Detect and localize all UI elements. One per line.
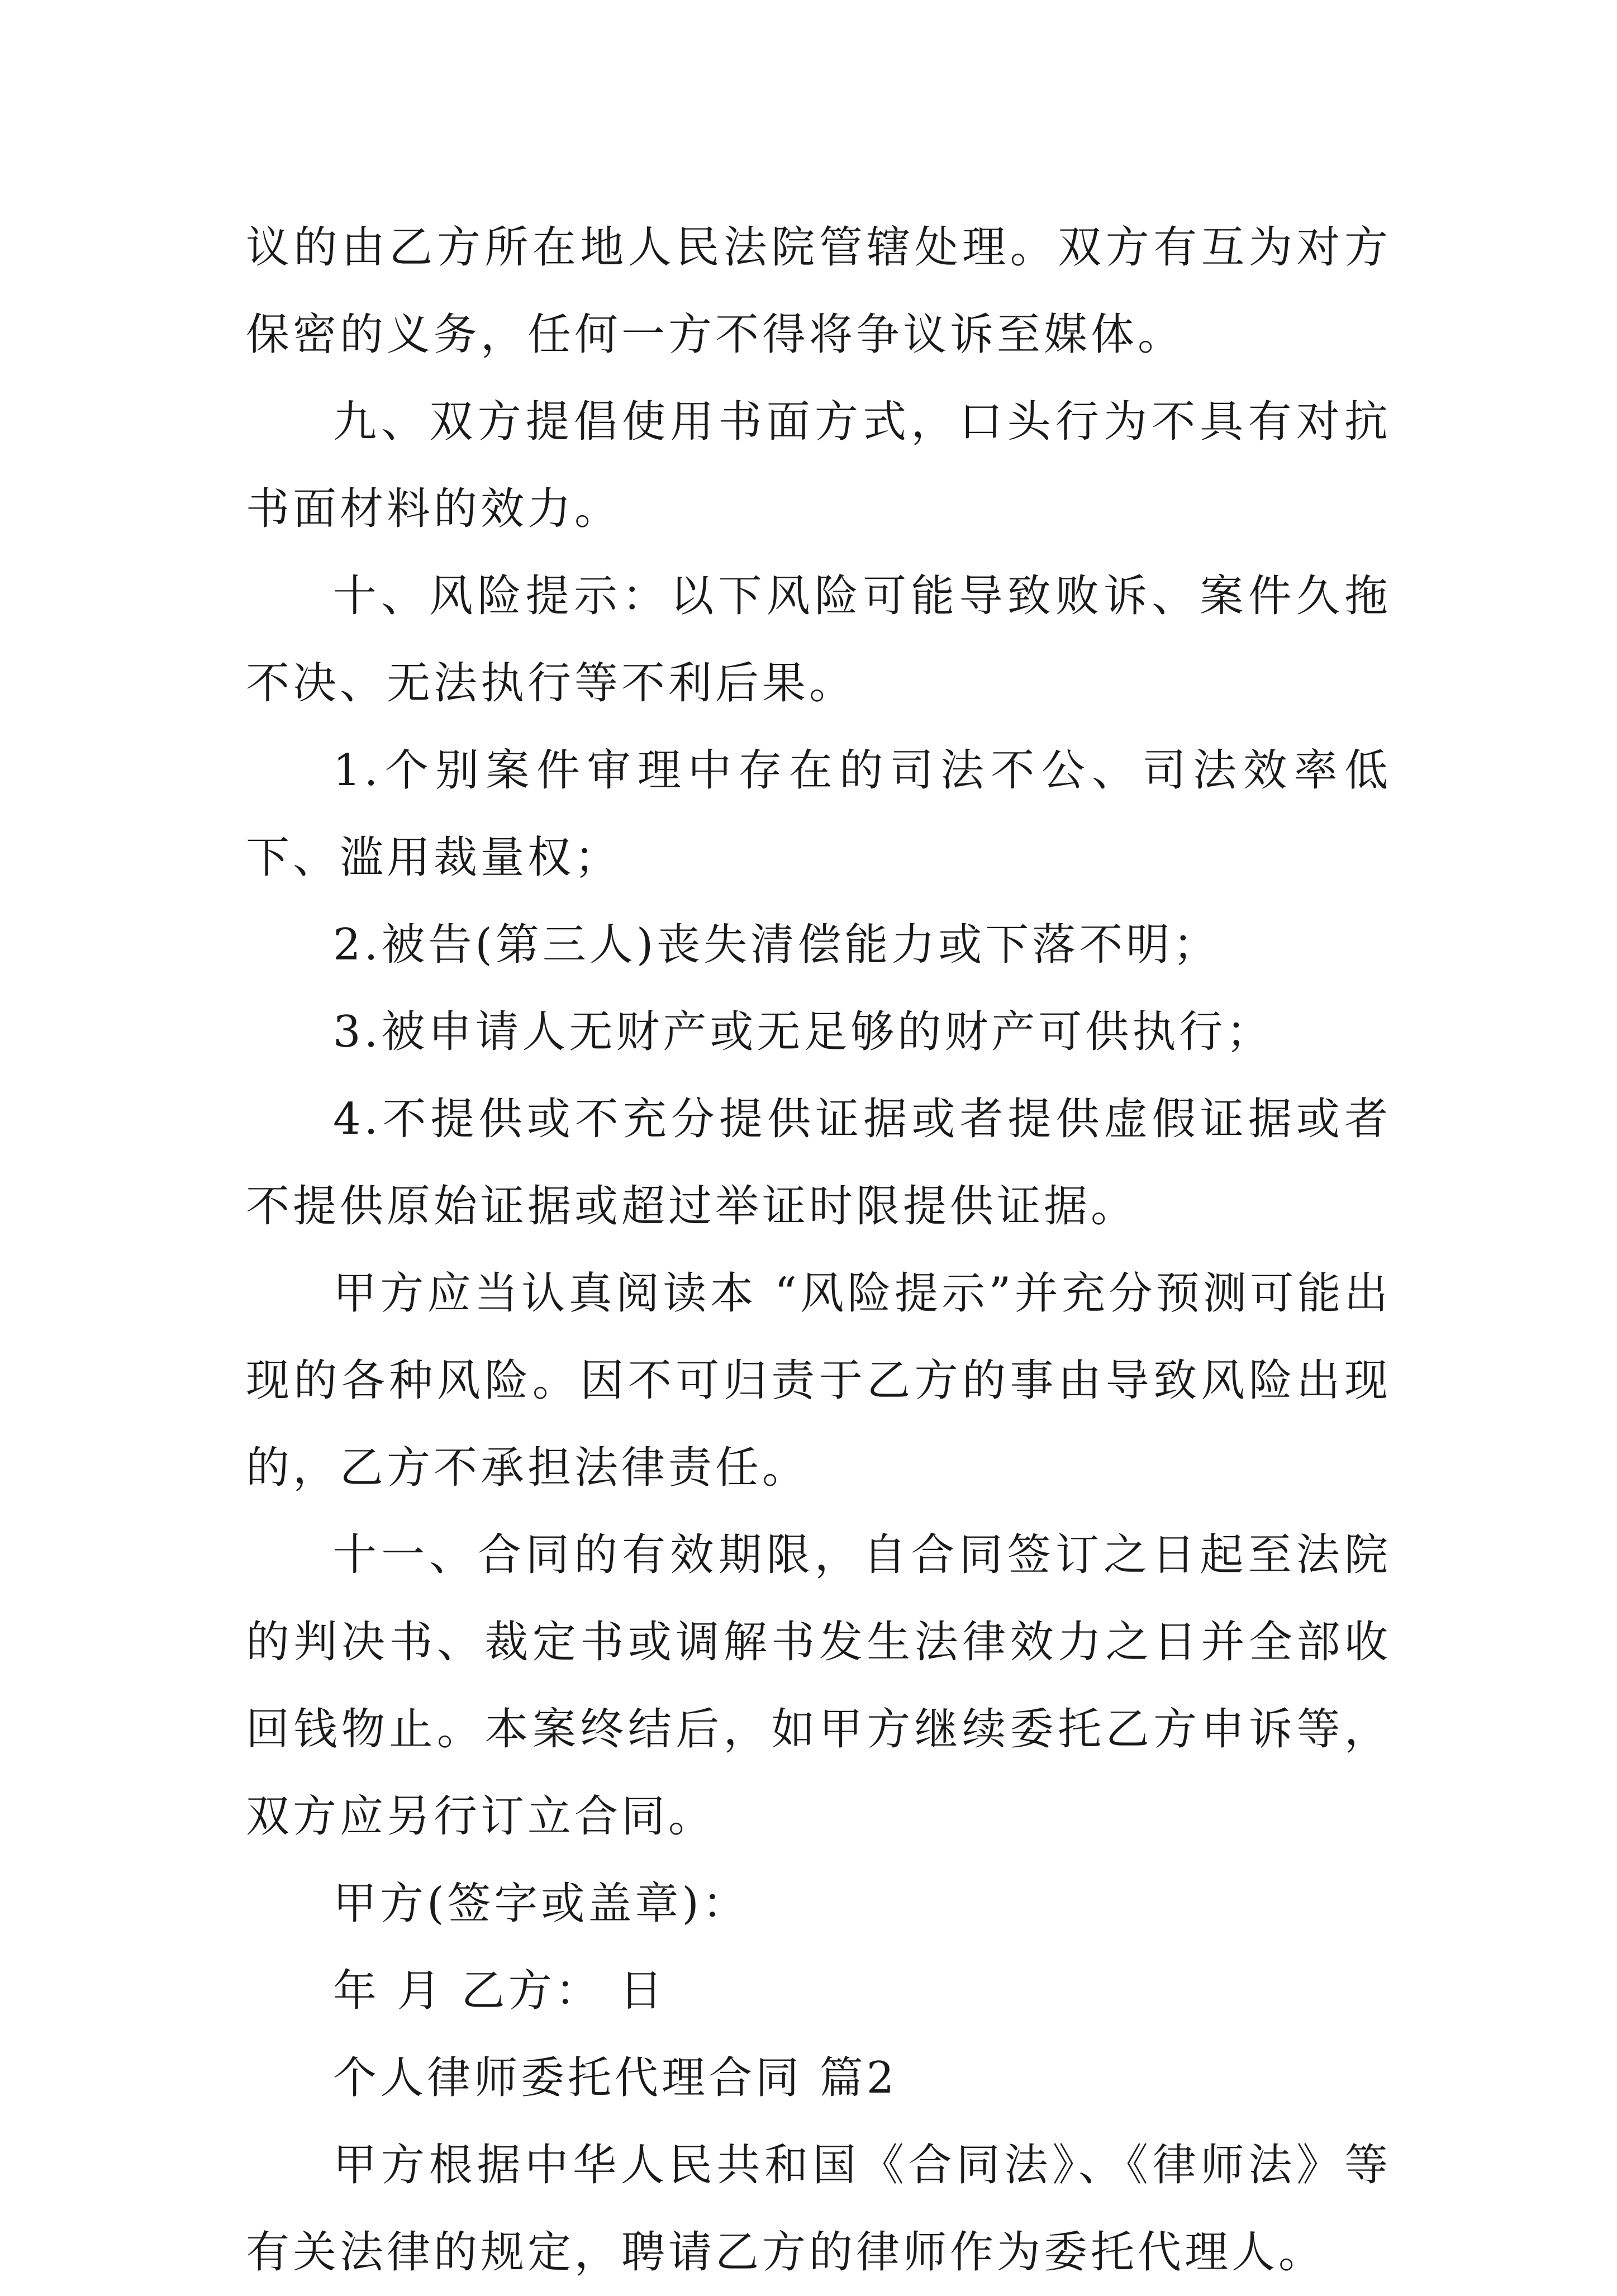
paragraph-7: 4.不提供或不充分提供证据或者提供虚假证据或者不提供原始证据或超过举证时限提供证据。 bbox=[246, 1094, 1391, 1232]
signature-date-party-b: 年 月 乙方： 日 bbox=[333, 1966, 667, 2016]
section-title: 个人律师委托代理合同 篇2 bbox=[333, 2053, 898, 2103]
signature-party-a: 甲方(签字或盖章)： bbox=[333, 1879, 749, 1929]
paragraph-6: 3.被申请人无财产或无足够的财产可供执行； bbox=[333, 1007, 1273, 1057]
paragraph-3: 十、风险提示：以下风险可能导致败诉、案件久拖不决、无法执行等不利后果。 bbox=[246, 571, 1391, 709]
paragraph-2: 九、双方提倡使用书面方式，口头行为不具有对抗书面材料的效力。 bbox=[246, 397, 1391, 534]
paragraph-13: 甲方根据中华人民共和国《合同法》、《律师法》等有关法律的规定，聘请乙方的律师作为委托代理人。 bbox=[246, 2140, 1391, 2278]
paragraph-8: 甲方应当认真阅读本 “风险提示”并充分预测可能出现的各种风险。因不可归责于乙方的事由导致风险出现的，乙方不承担法律责任。 bbox=[246, 1268, 1391, 1493]
paragraph-9: 十一、合同的有效期限，自合同签订之日起至法院的判决书、裁定书或调解书发生法律效力之日并全部收回钱物止。本案终结后，如甲方继续委托乙方申诉等，双方应另行订立合同。 bbox=[246, 1530, 1391, 1842]
paragraph-4: 1.个别案件审理中存在的司法不公、司法效率低下、滥用裁量权； bbox=[246, 745, 1391, 883]
document-body bbox=[246, 204, 1391, 2296]
paragraph-5: 2.被告(第三人)丧失清偿能力或下落不明； bbox=[333, 920, 1220, 970]
paragraph-1: 议的由乙方所在地人民法院管辖处理。双方有互为对方保密的义务，任何一方不得将争议诉至媒体。 bbox=[246, 222, 1391, 360]
